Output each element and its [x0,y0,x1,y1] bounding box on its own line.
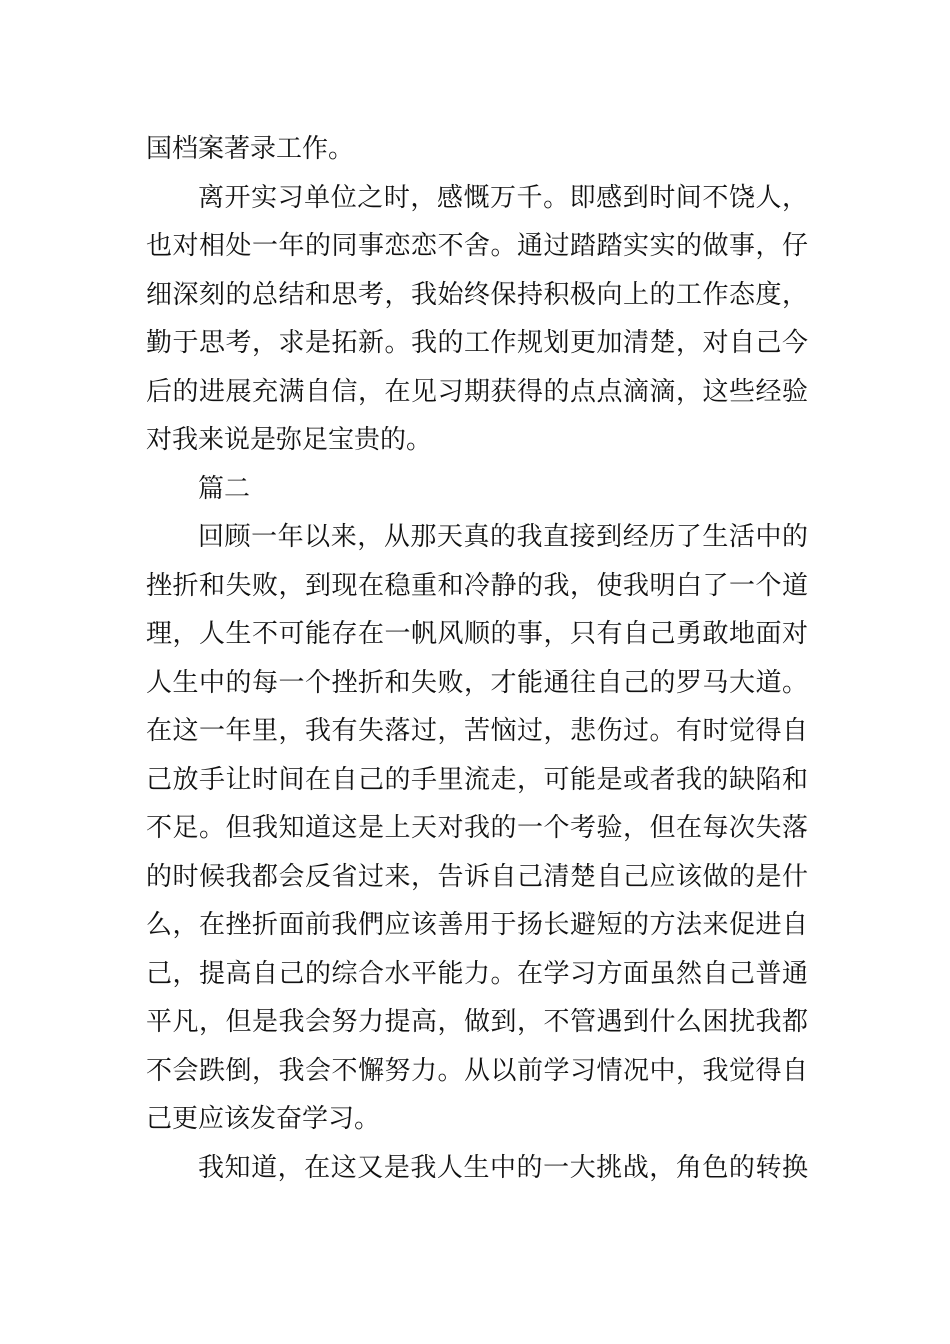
section-heading: 篇二 [198,473,251,504]
text-line: 也对相处一年的同事恋恋不舍。通过踏踏实实的做事，仔 [146,231,808,261]
paragraph-first-line: 离开实习单位之时，感慨万千。即感到时间不饶人， [198,182,808,213]
paragraph-first-line: 回顾一年以来，从那天真的我直接到经历了生活中的 [198,522,808,552]
paragraph-first-line: 我知道，在这又是我人生中的一大挑战，角色的转换 [198,1152,808,1183]
text-line: 理，人生不可能存在一帆风顺的事，只有自己勇敢地面对 [146,619,808,649]
text-line: 人生中的每一个挫折和失败，才能通往自己的罗马大道。 [146,667,808,698]
text-line: 己，提高自己的综合水平能力。在学习方面虽然自己普通 [146,958,808,989]
text-line: 己放手让时间在自己的手里流走，可能是或者我的缺陷和 [146,764,808,795]
text-line: 细深刻的总结和思考，我始终保持积极向上的工作态度， [146,279,808,310]
text-line: 后的进展充满自信，在见习期获得的点点滴滴，这些经验 [146,376,808,407]
document-body [146,125,808,1192]
text-line: 勤于思考，求是拓新。我的工作规划更加清楚，对自己今 [146,328,808,358]
text-line: 对我来说是弥足宝贵的。 [146,425,433,455]
text-line: 平凡，但是我会努力提高，做到，不管遇到什么困扰我都 [146,1007,808,1037]
text-line: 的时候我都会反省过来，告诉自己清楚自己应该做的是什 [146,861,808,892]
text-line: 不会跌倒，我会不懈努力。从以前学习情况中，我觉得自 [146,1055,808,1086]
text-line: 么，在挫折面前我們应该善用于扬长避短的方法来促进自 [146,910,808,940]
text-line: 不足。但我知道这是上天对我的一个考验，但在每次失落 [146,813,808,843]
text-line: 己更应该发奋学习。 [146,1104,381,1134]
text-line: 国档案著录工作。 [146,134,355,164]
text-line: 挫折和失败，到现在稳重和冷静的我，使我明白了一个道 [146,570,808,601]
text-line: 在这一年里，我有失落过，苦恼过，悲伤过。有时觉得自 [146,716,808,746]
